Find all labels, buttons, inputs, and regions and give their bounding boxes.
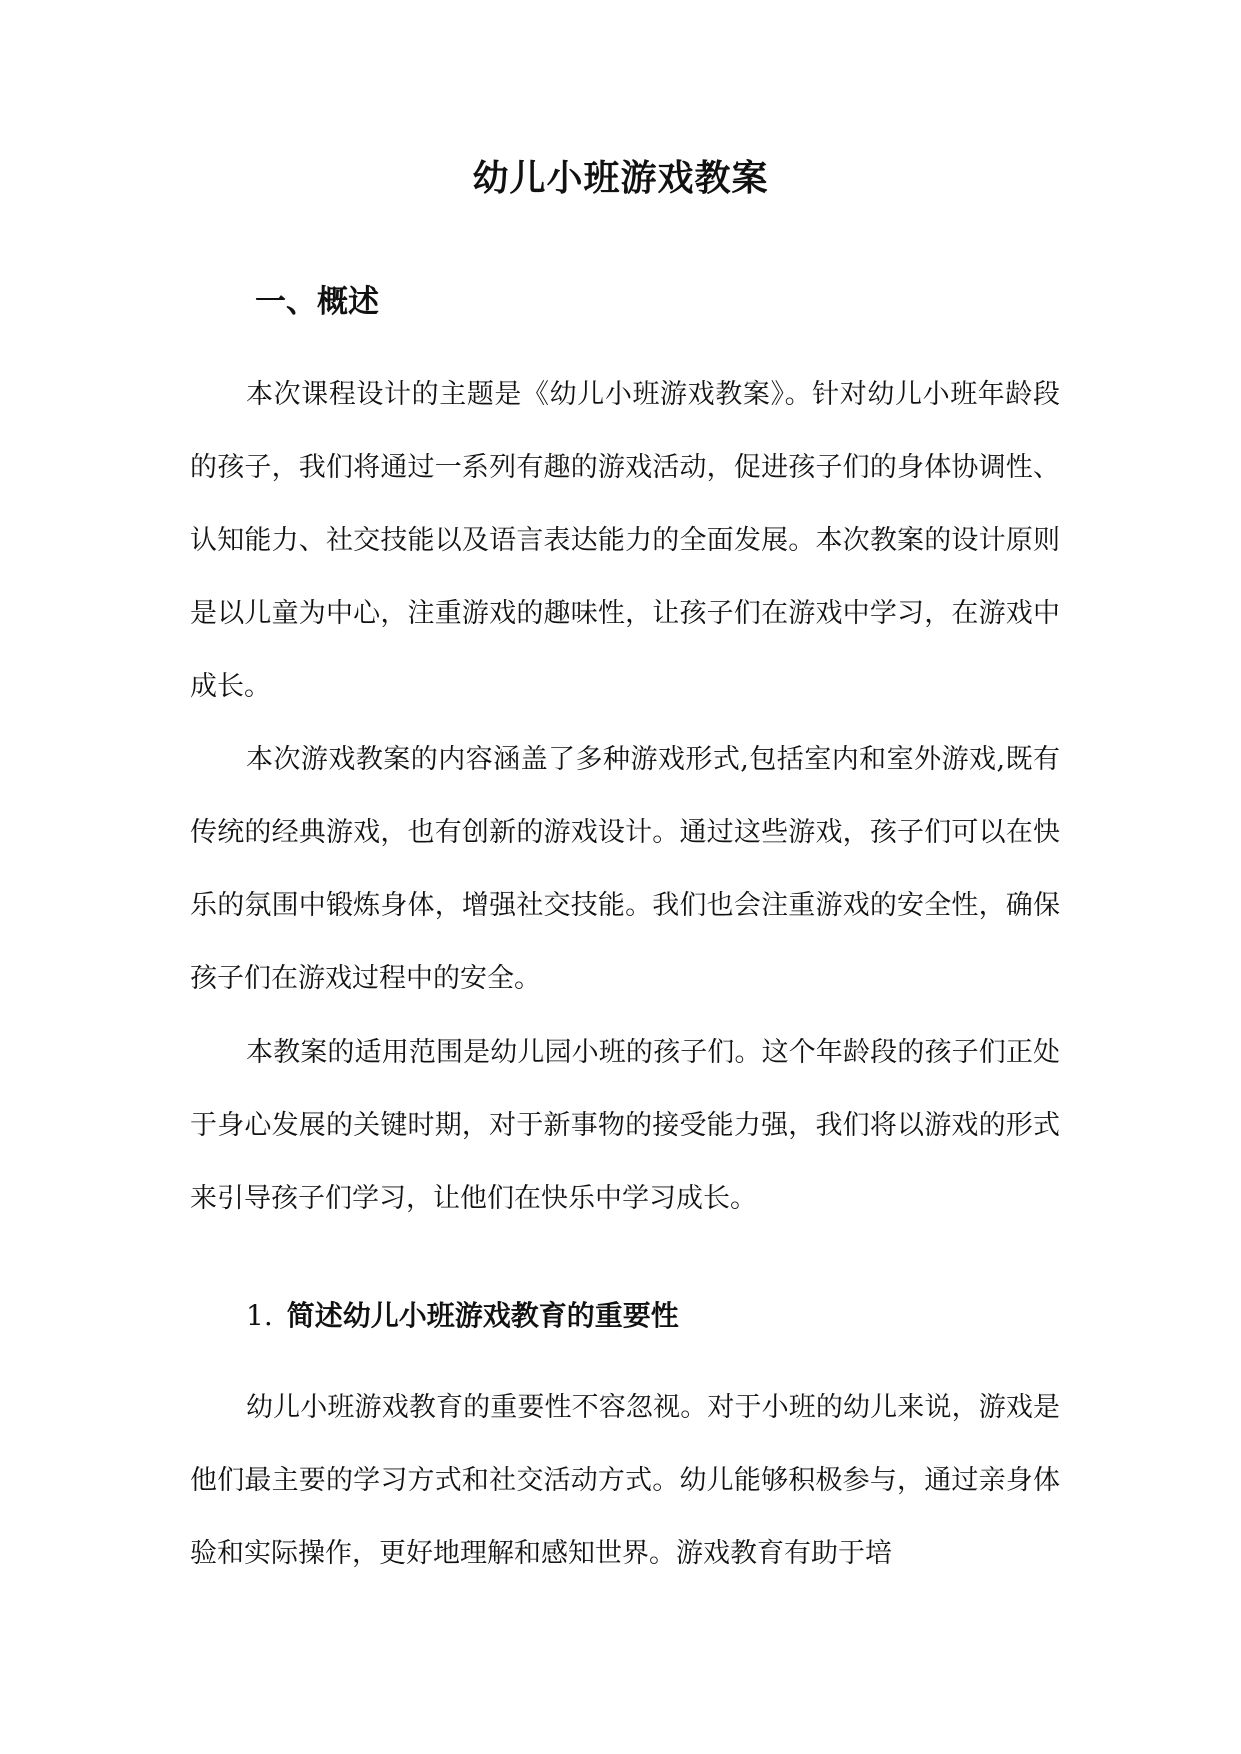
overview-paragraph-1: 本次课程设计的主题是《幼儿小班游戏教案》。针对幼儿小班年龄段的孩子，我们将通过一系列有趣的游戏活动，促进孩子们的身体协调性、认知能力、社交技能以及语言表达能力的全面发展。本次教案的设计原则是以儿童为中心，注重游戏的趣味性，让孩子们在游戏中学习，在游戏中成长。: [190, 379, 1060, 702]
overview-paragraph-2: 本次游戏教案的内容涵盖了多种游戏形式,包括室内和室外游戏,既有传统的经典游戏，也有创新的游戏设计。通过这些游戏，孩子们可以在快乐的氛围中锻炼身体，增强社交技能。我们也会注重游戏的安全性，确保孩子们在游戏过程中的安全。: [190, 744, 1060, 994]
overview-paragraph-3: 本教案的适用范围是幼儿园小班的孩子们。这个年龄段的孩子们正处于身心发展的关键时期，对于新事物的接受能力强，我们将以游戏的形式来引导孩子们学习，让他们在快乐中学习成长。: [190, 1037, 1060, 1214]
subsection-heading-importance: [246, 1296, 679, 1336]
document-title: 幼儿小班游戏教案: [472, 157, 769, 199]
importance-paragraph: 幼儿小班游戏教育的重要性不容忽视。对于小班的幼儿来说，游戏是他们最主要的学习方式和社交活动方式。幼儿能够积极参与，通过亲身体验和实际操作，更好地理解和感知世界。游戏教育有助于培: [190, 1392, 1060, 1569]
subsection-number: 1.: [246, 1299, 273, 1332]
section-heading-overview: 一、概述: [255, 284, 379, 320]
subsection-heading-text: 简述幼儿小班游戏教育的重要性: [286, 1299, 679, 1332]
